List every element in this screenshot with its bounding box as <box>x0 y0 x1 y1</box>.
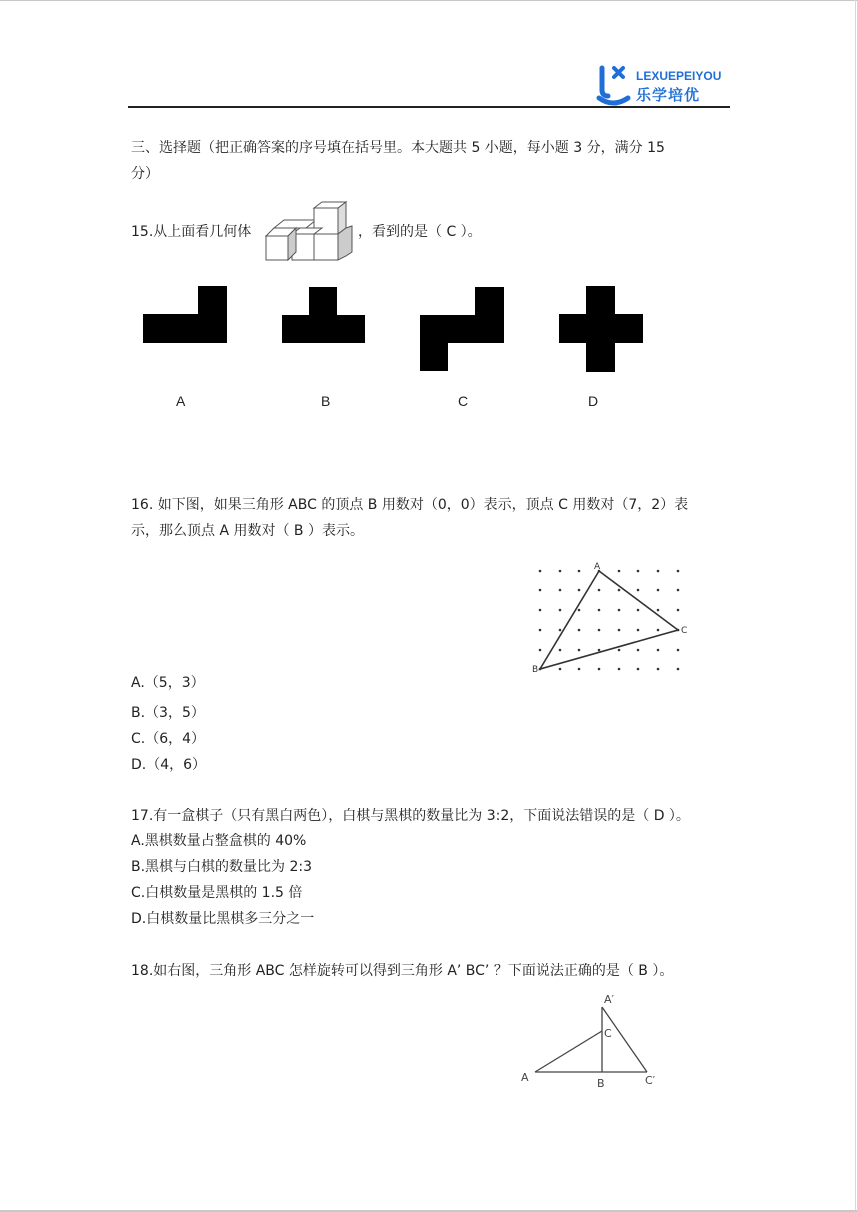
page-border-right <box>855 0 856 1212</box>
svg-text:C′: C′ <box>645 1074 656 1087</box>
cube-solid-figure <box>262 200 357 264</box>
svg-text:A: A <box>594 562 601 572</box>
q16-stem-line1: 16. 如下图，如果三角形 ABC 的顶点 B 用数对（0，0）表示，顶点 C 用数对（7，2）表 <box>131 497 689 513</box>
svg-text:B: B <box>532 665 539 675</box>
q18-rotation-triangle-figure <box>515 988 670 1090</box>
logo-icon <box>596 64 634 106</box>
section-title-line1: 三、选择题（把正确答案的序号填在括号里。本大题共 5 小题，每小题 3 分，满分 15 <box>131 140 665 156</box>
q16-option-c: C.（6，4） <box>131 731 206 747</box>
q17-option-a: A.黑棋数量占整盒棋的 40% <box>131 833 307 849</box>
section-title-line2: 分） <box>131 166 159 182</box>
q17-option-d: D.白棋数量比黑棋多三分之一 <box>131 911 315 927</box>
q15-option-a-label: A <box>176 393 186 409</box>
q17-option-c: C.白棋数量是黑棋的 1.5 倍 <box>131 885 303 901</box>
header-divider <box>128 106 730 108</box>
q16-stem-line2: 示，那么顶点 A 用数对（ B ）表示。 <box>131 523 364 539</box>
q16-option-a: A.（5，3） <box>131 675 205 691</box>
q16-option-d: D.（4，6） <box>131 757 207 773</box>
logo-text-en: LEXUEPEIYOU <box>636 69 722 83</box>
q15-option-d-label: D <box>588 393 599 409</box>
svg-text:C: C <box>681 626 688 636</box>
svg-text:C: C <box>604 1027 612 1040</box>
svg-text:A: A <box>521 1071 529 1084</box>
q17-option-b: B.黑棋与白棋的数量比为 2:3 <box>131 859 313 875</box>
page-border-top <box>0 0 857 1</box>
brand-logo <box>596 64 732 106</box>
svg-text:B: B <box>597 1077 605 1090</box>
q15-prefix: 15.从上面看几何体 <box>131 224 252 240</box>
q15-option-b-label: B <box>321 393 331 409</box>
q16-option-b: B.（3，5） <box>131 705 205 721</box>
q18-stem: 18.如右图，三角形 ABC 怎样旋转可以得到三角形 A’ BC’ ？下面说法正确的是（ B ）。 <box>131 963 674 979</box>
q17-stem: 17.有一盒棋子（只有黑白两色），白棋与黑棋的数量比为 3:2，下面说法错误的是（ D ）。 <box>131 808 690 824</box>
logo-text-cn: 乐学培优 <box>636 86 701 104</box>
q15-option-c-label: C <box>458 393 469 409</box>
q15-suffix: ，看到的是（ C ）。 <box>358 224 482 240</box>
svg-text:A′: A′ <box>604 993 615 1006</box>
q16-dot-grid-triangle-figure <box>530 560 695 675</box>
